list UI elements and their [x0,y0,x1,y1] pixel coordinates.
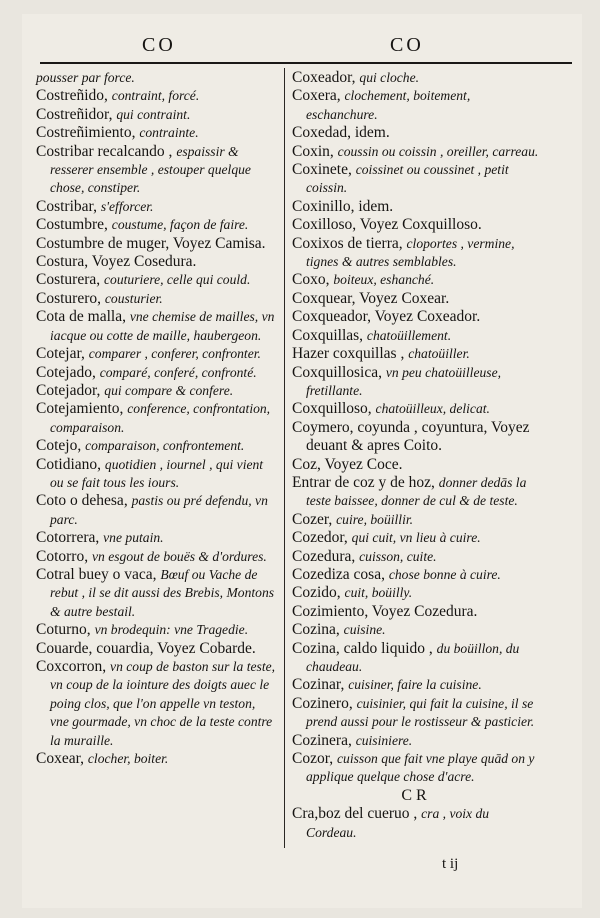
entry-definition: chose bonne à cuire. [388,566,501,582]
dictionary-entry [36,437,276,455]
entry-definition: cousturier. [104,290,163,306]
entry-headword: Coxera, [292,87,345,105]
dictionary-entry [292,566,540,584]
section-heading: CR [401,786,431,804]
dictionary-entry [36,143,276,198]
entry-definition: vne putain. [103,530,164,546]
entry-headword: Coturno, [36,621,95,639]
dictionary-entry [292,750,540,787]
dictionary-entry [36,658,276,750]
entry-headword: Costribar, [36,197,101,215]
entry-definition: cra , voix du Cordeau. [306,806,490,840]
dictionary-entry [36,106,276,124]
entry-definition: clochement, boitement, eschanchure. [306,88,471,122]
entry-headword: Coxear, [36,750,88,768]
entry-headword: Coxquillosica, [292,363,386,381]
entry-definition: coustume, façon de faire. [111,217,249,233]
entry-headword: Coz, Voyez Coce. [292,455,403,473]
dictionary-entry [292,511,540,529]
entry-definition: cuisiniere. [355,732,413,748]
entry-headword: Coxquear, Voyez Coxear. [292,289,450,307]
entry-definition: cuisson, cuite. [359,548,437,564]
entry-definition: vne chemise de mailles, vn iacque ou cotte de maille, haubergeon. [50,309,275,343]
right-column [292,69,540,842]
dictionary-page [22,14,582,908]
entry-headword: Cozimiento, Voyez Cozedura. [292,602,478,620]
dictionary-entry [36,253,276,271]
entry-headword: Cota de malla, [36,308,130,326]
dictionary-entry [36,308,276,345]
entry-headword: Coxquillas, [292,326,367,344]
dictionary-entry [36,621,276,639]
header-rule [40,62,572,64]
dictionary-entry [292,805,540,842]
dictionary-entry [292,327,540,345]
dictionary-entry [36,271,276,289]
entry-headword: Cozinera, [292,731,356,749]
entry-headword: Cozediza cosa, [292,565,389,583]
dictionary-entry [36,456,276,493]
dictionary-entry [292,695,540,732]
dictionary-entry [292,235,540,272]
entry-definition: qui compare & confere. [104,382,234,398]
entry-headword: Costumbre, [36,216,112,234]
entry-headword: Entrar de coz y de hoz, [292,473,439,491]
dictionary-entry [292,640,540,677]
entry-headword: Costreñidor, [36,105,117,123]
entry-definition: qui cloche. [359,70,420,85]
dictionary-entry [292,603,540,621]
entry-headword: Coxo, [292,271,334,289]
dictionary-entry [36,290,276,308]
entry-headword: Cotejo, [36,437,86,455]
entry-headword: Costurero, [36,289,105,307]
dictionary-entry [292,143,540,161]
entry-headword: Cotejamiento, [36,400,128,418]
dictionary-entry [292,124,540,142]
entry-definition: cuisine. [343,622,386,638]
entry-definition: couturiere, celle qui could. [104,272,251,288]
dictionary-entry [36,124,276,142]
entry-definition: coissinet ou coussinet , petit coissin. [306,162,509,196]
dictionary-entry [36,345,276,363]
entry-definition: chatoüilleux, delicat. [375,401,490,417]
entry-headword: Costribar recalcando , [36,142,177,160]
entry-definition: Bœuf ou Vache de rebut , il se dit aussi des Brebis, Montons & autre bestail. [50,566,275,619]
dictionary-entry [292,676,540,694]
entry-definition: comparaison, confrontement. [85,438,245,454]
column-divider [284,68,285,848]
dictionary-entry [36,492,276,529]
dictionary-entry [292,732,540,750]
dictionary-entry [292,271,540,289]
entry-headword: Couarde, couardia, Voyez Cobarde. [36,639,256,657]
header-left: CO [142,34,176,56]
entry-definition: donner dedās la teste baissee, donner de cul & de teste. [306,474,527,509]
dictionary-entry [36,198,276,216]
entry-definition: espaissir & resserer ensemble , estouper quelque chose, constiper. [50,143,251,196]
dictionary-entry [36,235,276,253]
entry-headword: Costurera, [36,271,105,289]
dictionary-entry [292,69,540,87]
entry-headword: Costreñido, [36,87,112,105]
signature-mark: t ij [442,856,459,872]
entry-definition: cuisson que fait vne playe quād on y applique quelque chose d'acre. [306,751,535,785]
entry-definition: vn brodequin: vne Tragedie. [94,622,249,638]
entry-definition: du boüillon, du chaudeau. [306,640,520,674]
entry-definition: cuire, boüillir. [336,511,414,527]
dictionary-entry [292,400,540,418]
entry-headword: Coxquilloso, [292,400,376,418]
entry-headword: Coxeador, [292,69,360,86]
entry-headword: Cotejar, [36,345,89,363]
dictionary-entry [292,364,540,401]
entry-headword: Cotejador, [36,381,105,399]
dictionary-entry [292,474,540,511]
entry-headword: Coxinillo, idem. [292,197,394,215]
entry-headword: Costumbre de muger, Voyez Camisa. [36,234,266,252]
entry-headword: Cozinar, [292,676,349,694]
running-header [42,34,582,58]
dictionary-entry [292,290,540,308]
dictionary-entry [292,419,540,456]
dictionary-entry [36,364,276,382]
dictionary-entry [36,548,276,566]
entry-definition: pousser par force. [36,70,135,85]
entry-definition: comparé, conferé, confronté. [99,364,257,380]
entry-headword: Coto o dehesa, [36,492,132,510]
entry-definition: pastis ou pré defendu, vn parc. [50,493,268,527]
entry-headword: Coymero, coyunda , coyuntura, Voyez deuant & apres Coito. [292,418,530,455]
entry-definition: cuit, boüilly. [344,585,413,601]
entry-definition: boiteux, eshanché. [333,272,435,288]
entry-headword: Coxedad, idem. [292,124,390,142]
dictionary-entry [292,345,540,363]
entry-definition: s'efforcer. [100,198,154,214]
header-right: CO [390,34,424,56]
entry-definition: cuisiner, faire la cuisine. [348,677,482,693]
entry-definition: cloportes , vermine, tignes & autres semblables. [306,235,515,270]
dictionary-entry [292,456,540,474]
entry-definition: quotidien , iournel , qui vient ou se fait tous les iours. [50,456,264,490]
dictionary-entry [36,400,276,437]
entry-headword: Cotorro, [36,547,92,565]
entry-headword: Cozina, caldo liquido , [292,639,437,657]
dictionary-entry [36,216,276,234]
entry-definition: cuisinier, qui fait la cuisine, il se prend aussi pour le rostisseur & pasticier. [306,695,535,730]
dictionary-entry [292,584,540,602]
entry-headword: Hazer coxquillas , [292,345,409,363]
dictionary-entry [292,529,540,547]
entry-definition: chatoüiller. [408,346,470,362]
entry-definition: chatoüillement. [366,327,452,343]
entry-headword: Costreñimiento, [36,124,140,142]
entry-headword: Cotidiano, [36,455,105,473]
dictionary-entry [36,640,276,658]
dictionary-entry [36,750,276,768]
entry-headword: Cotral buey o vaca, [36,565,161,583]
entry-headword: Cotejado, [36,363,100,381]
dictionary-entry [292,548,540,566]
entry-headword: Coxinete, [292,161,356,179]
dictionary-entry [292,216,540,234]
entry-definition: clocher, boiter. [87,751,169,767]
entry-headword: Cozinero, [292,694,357,712]
entry-headword: Coxcorron, [36,658,111,675]
entry-definition: qui cuit, vn lieu à cuire. [351,530,481,546]
entry-headword: Cozido, [292,584,345,602]
entry-definition: vn peu chatoüilleuse, fretillante. [306,364,501,398]
entry-definition: contraint, forcé. [111,88,200,104]
entry-headword: Coxqueador, Voyez Coxeador. [292,308,481,326]
entry-headword: Coxilloso, Voyez Coxquilloso. [292,216,482,234]
entry-headword: Cozer, [292,510,337,528]
entry-headword: Cozedura, [292,547,360,565]
dictionary-entry [292,161,540,198]
entry-headword: Cozina, [292,621,344,639]
dictionary-entry [36,566,276,621]
entry-definition: coussin ou coissin , oreiller, carreau. [337,143,539,159]
dictionary-entry [292,621,540,639]
entry-definition: comparer , conferer, confronter. [88,346,261,362]
dictionary-entry [292,308,540,326]
entry-headword: Costura, Voyez Cosedura. [36,253,197,271]
entry-headword: Coxixos de tierra, [292,234,407,252]
entry-definition: vn esgout de bouës & d'ordures. [91,548,267,564]
entry-definition: qui contraint. [116,106,191,122]
dictionary-entry [292,198,540,216]
entry-definition: vn coup de baston sur la teste, vn coup de la iointure des doigts auec le poing clos, que l'on appelle vn teston, vne gourmade, vn choc de la teste contre la muraille. [50,659,276,748]
dictionary-entry [36,529,276,547]
entry-headword: Coxin, [292,142,338,160]
left-column [36,69,276,768]
dictionary-entry [36,87,276,105]
entry-definition: contrainte. [139,125,199,141]
dictionary-entry [292,87,540,124]
entry-headword: Cozor, [292,750,338,768]
entry-headword: Cotorrera, [36,529,104,547]
entry-headword: Cra,boz del cueruo , [292,805,422,823]
dictionary-entry [36,382,276,400]
entry-definition: conference, confrontation, comparaison. [50,401,271,435]
entry-headword: Cozedor, [292,529,352,547]
dictionary-entry [36,69,276,87]
